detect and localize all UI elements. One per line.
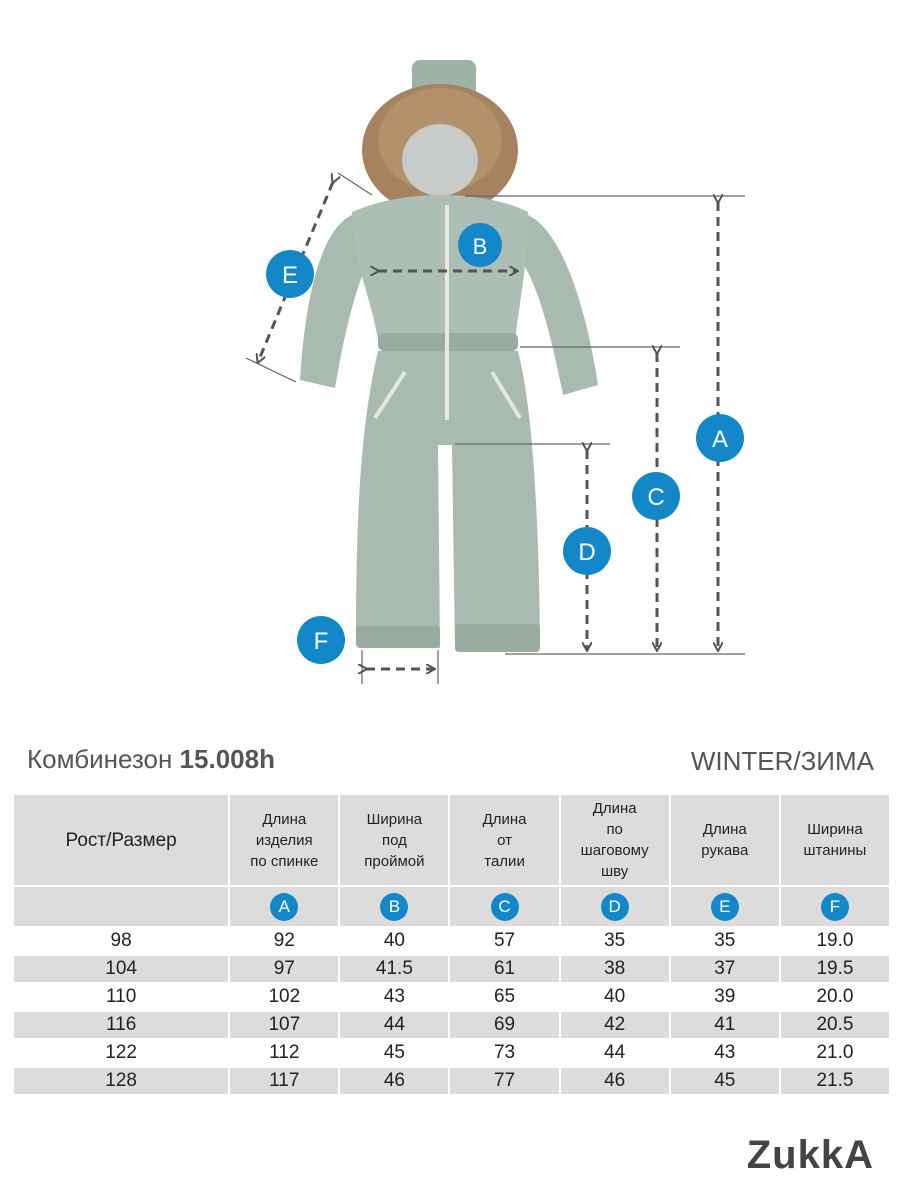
size-cell: 104 [14, 956, 228, 982]
measurement-cell: 37 [671, 956, 779, 982]
measurement-cell: 61 [450, 956, 558, 982]
table-row [14, 956, 889, 982]
measurement-cell: 46 [340, 1068, 448, 1094]
measurement-cell: 41.5 [340, 956, 448, 982]
measurement-cell: 45 [383, 1042, 405, 1063]
measurement-cell: 97 [230, 956, 338, 982]
column-label-line: талии [484, 852, 525, 870]
column-label-line: Длина [262, 810, 307, 828]
measurement-cell: 44 [340, 1012, 448, 1038]
table-row [14, 928, 889, 954]
product-name: Комбинезон [27, 744, 173, 774]
measurement-cell: 35 [604, 930, 626, 951]
column-label-line: от [497, 831, 512, 849]
measurement-cell: 92 [273, 930, 295, 951]
measurement-cell: 45 [671, 1068, 779, 1094]
badge-cell-d [561, 887, 669, 926]
size-rows [14, 928, 889, 1094]
svg-text:E: E [281, 262, 299, 289]
header-col-a [230, 795, 338, 885]
measurement-cell: 46 [561, 1068, 669, 1094]
size-cell: 98 [110, 930, 132, 951]
hood-opening [402, 124, 478, 196]
svg-text:C: C [647, 484, 665, 511]
measurement-cell: 21.5 [781, 1068, 889, 1094]
column-label-line: Ширина [366, 810, 423, 828]
header-height-size: Рост/Размер [14, 795, 228, 885]
column-label-line: шву [601, 863, 629, 880]
header-col-c [450, 795, 558, 885]
header-col-e [671, 795, 779, 885]
column-label-line: Ширина [807, 821, 863, 838]
badge-a-icon: A [270, 893, 298, 921]
column-label-line: по спинке [250, 852, 319, 870]
size-cell: 116 [14, 1012, 228, 1038]
measurement-cell: 21.0 [816, 1042, 854, 1063]
measurement-cell: 38 [561, 956, 669, 982]
measurement-cell: 69 [450, 1012, 558, 1038]
badge-b-icon [458, 223, 502, 267]
table-row [14, 1040, 889, 1066]
badge-c-icon [632, 472, 680, 520]
svg-text:F: F [313, 628, 329, 655]
measurement-cell: 41 [671, 1012, 779, 1038]
size-cell: 122 [105, 1042, 137, 1063]
badge-cell-b [340, 887, 448, 926]
measurement-cell: 20.0 [816, 986, 854, 1007]
table-row [14, 1068, 889, 1094]
jumpsuit-figure [300, 60, 598, 652]
header-col-d [561, 795, 669, 885]
badge-d-icon: D [601, 893, 629, 921]
guide-wrist [246, 358, 296, 382]
measurement-cell: 102 [268, 986, 301, 1007]
season-label: WINTER/ЗИМА [690, 746, 874, 776]
measurement-cell: 117 [230, 1068, 338, 1094]
table-header-row [14, 795, 889, 885]
left-cuff [356, 626, 440, 648]
column-label-line: рукава [701, 842, 749, 859]
measurement-cell: 44 [604, 1042, 626, 1063]
badge-cell-c [450, 887, 558, 926]
svg-text:D: D [578, 539, 596, 566]
svg-text:B: B [472, 234, 488, 259]
badge-cell-e [671, 887, 779, 926]
right-sleeve [522, 215, 598, 395]
table-badge-row [14, 887, 889, 926]
measurement-cell: 40 [383, 930, 405, 951]
badge-cell-f [781, 887, 889, 926]
badge-c-icon: C [491, 893, 519, 921]
header-col-f [781, 795, 889, 885]
badge-cell-empty [14, 887, 228, 926]
column-label-line: под [381, 831, 407, 849]
measurement-cell: 20.5 [781, 1012, 889, 1038]
right-cuff [455, 624, 540, 652]
badge-f-icon: F [821, 893, 849, 921]
product-model: 15.008h [179, 744, 275, 774]
column-label-line: штанины [803, 842, 867, 859]
measurement-cell: 107 [230, 1012, 338, 1038]
badge-e-icon [266, 250, 314, 298]
column-label-line: проймой [364, 852, 425, 870]
measurement-cell: 57 [493, 930, 516, 951]
size-table [12, 793, 891, 1096]
measurement-cell: 73 [493, 1042, 516, 1063]
measurement-cell: 19.5 [781, 956, 889, 982]
badge-cell-a [230, 887, 338, 926]
measurement-cell: 42 [561, 1012, 669, 1038]
measurement-cell: 19.0 [816, 930, 854, 951]
column-label-line: Длина [702, 821, 747, 838]
column-label-line: шаговому [580, 842, 649, 859]
column-label-line: Длина [592, 800, 637, 817]
brand-logo: ZukkA [746, 1133, 874, 1177]
badge-e-icon: E [711, 893, 739, 921]
guide-shoulder [338, 173, 372, 195]
column-label-line: Длина [482, 810, 527, 828]
column-label-line: изделия [255, 831, 313, 849]
badge-b-icon: B [380, 893, 408, 921]
size-cell: 128 [14, 1068, 228, 1094]
measurement-cell: 39 [714, 986, 736, 1007]
table-row [14, 984, 889, 1010]
table-row [14, 1012, 889, 1038]
torso [352, 195, 528, 340]
badge-f-icon [297, 616, 345, 664]
svg-text:A: A [711, 426, 729, 453]
badge-d-icon [563, 527, 611, 575]
product-title [27, 744, 275, 775]
badge-a-icon [696, 414, 744, 462]
header-col-b [340, 795, 448, 885]
measurement-cell: 43 [383, 986, 405, 1007]
measurement-cell: 77 [450, 1068, 558, 1094]
measurement-cell: 40 [604, 986, 626, 1007]
measurement-cell: 65 [493, 986, 516, 1007]
measurement-cell: 43 [714, 1042, 736, 1063]
measurement-cell: 112 [269, 1042, 300, 1063]
measurement-cell: 35 [714, 930, 736, 951]
size-cell: 110 [105, 986, 137, 1007]
column-label-line: по [606, 821, 623, 838]
